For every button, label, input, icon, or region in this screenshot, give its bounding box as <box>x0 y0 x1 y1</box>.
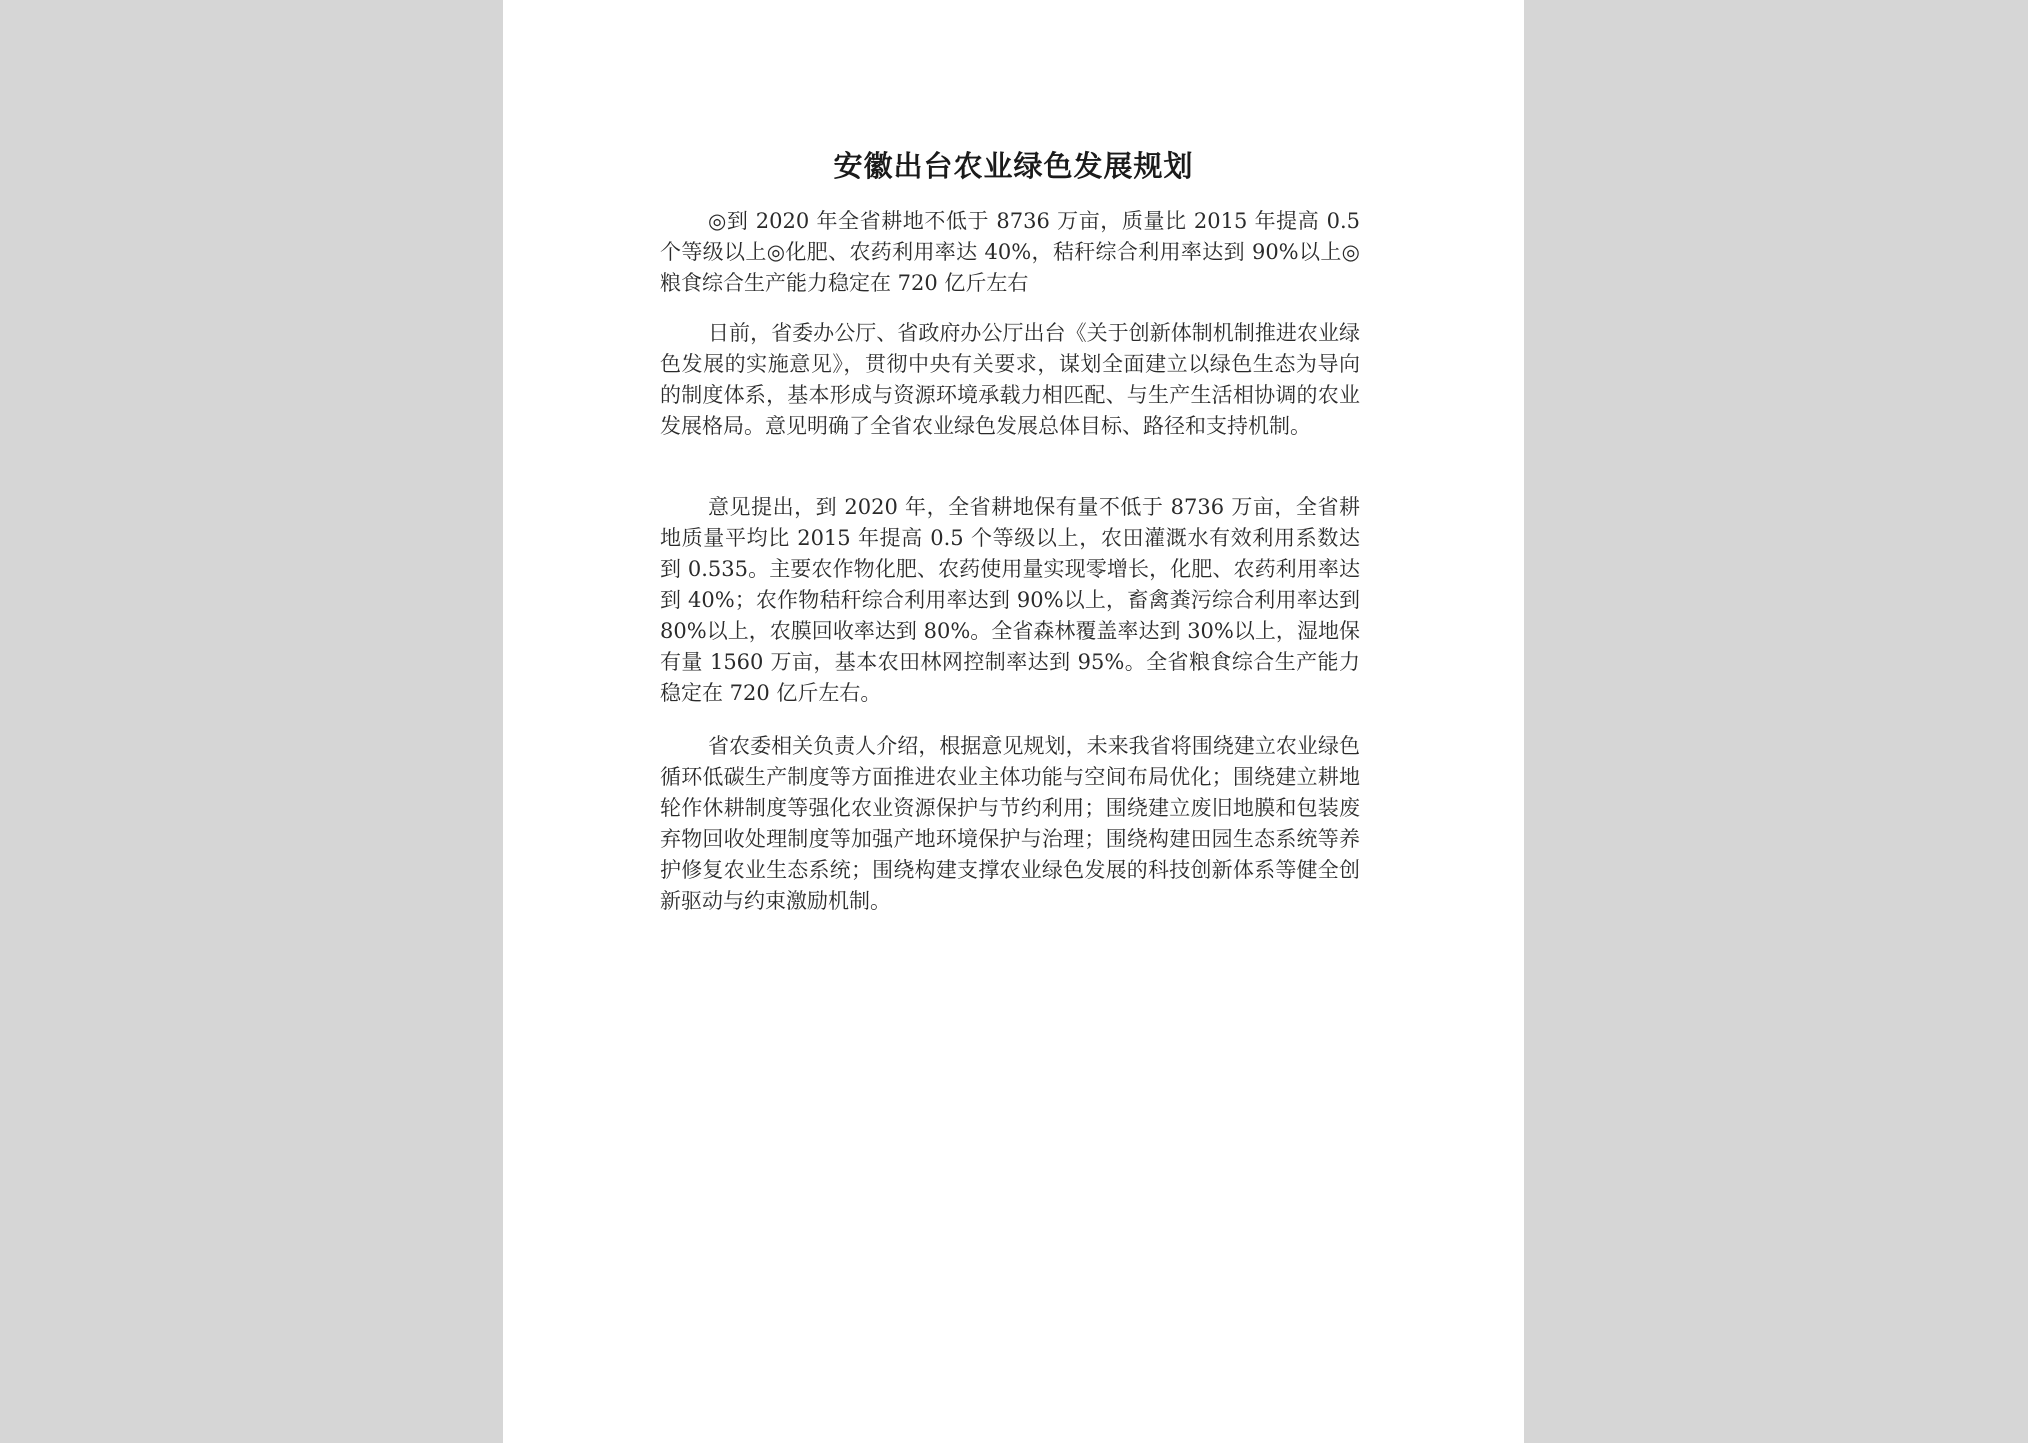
document-page <box>503 0 1524 1443</box>
body-paragraph: 日前，省委办公厅、省政府办公厅出台《关于创新体制机制推进农业绿色发展的实施意见》，贯彻中央有关要求，谋划全面建立以绿色生态为导向的制度体系，基本形成与资源环境承载力相匹配、与生产生活相协调的农业发展格局。意见明确了全省农业绿色发展总体目标、路径和支持机制。 <box>660 321 1360 438</box>
summary-paragraph: ◎到 2020 年全省耕地不低于 8736 万亩，质量比 2015 年提高 0.5 个等级以上◎化肥、农药利用率达 40%，秸秆综合利用率达到 90%以上◎粮食综合生产能力稳定在 720 亿斤左右 <box>660 209 1360 295</box>
body-paragraph: 意见提出，到 2020 年，全省耕地保有量不低于 8736 万亩，全省耕地质量平均比 2015 年提高 0.5 个等级以上，农田灌溉水有效利用系数达到 0.535。主要农作物化肥、农药使用量实现零增长，化肥、农药利用率达到 40%；农作物秸秆综合利用率达到 90%以上，畜禽粪污综合利用率达到 80%以上，农膜回收率达到 80%。全省森林覆盖率达到 30%以上，湿地保有量 1560 万亩，基本农田林网控制率达到 95%。全省粮食综合生产能力稳定在 720 亿斤左右。 <box>660 495 1360 705</box>
document-title: 安徽出台农业绿色发展规划 <box>833 149 1194 183</box>
body-paragraph: 省农委相关负责人介绍，根据意见规划，未来我省将围绕建立农业绿色循环低碳生产制度等方面推进农业主体功能与空间布局优化；围绕建立耕地轮作休耕制度等强化农业资源保护与节约利用；围绕建立废旧地膜和包装废弃物回收处理制度等加强产地环境保护与治理；围绕构建田园生态系统等养护修复农业生态系统；围绕构建支撑农业绿色发展的科技创新体系等健全创新驱动与约束激励机制。 <box>660 734 1360 913</box>
